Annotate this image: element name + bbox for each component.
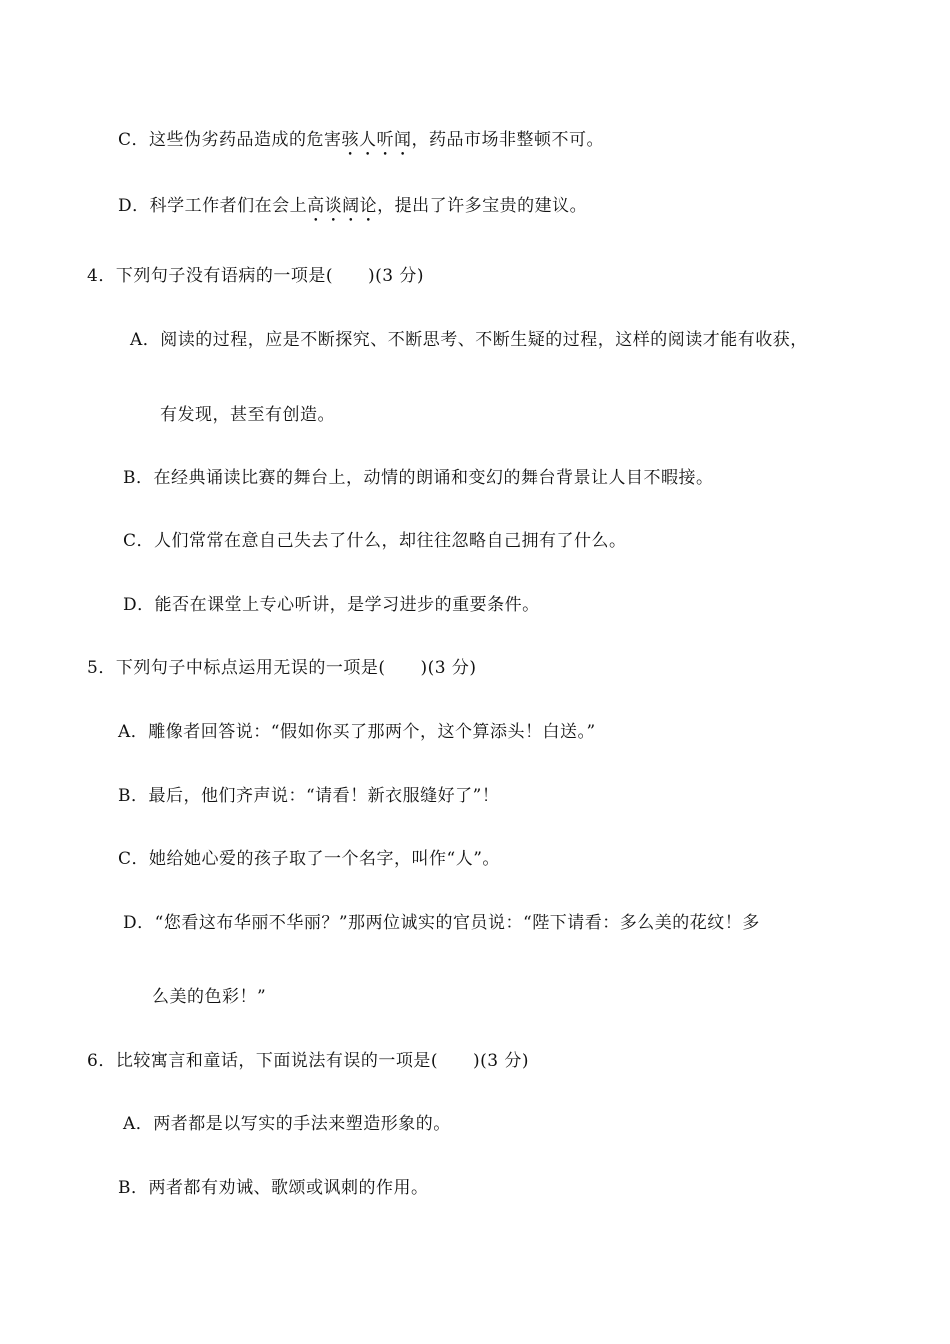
q5-stem: 5．下列句子中标点运用无误的一项是( )(3 分) [87,658,477,678]
q4-option-b: B．在经典诵读比赛的舞台上，动情的朗诵和变幻的舞台背景让人目不暇接。 [123,468,714,488]
q4-option-c: C．人们常常在意自己失去了什么，却往往忽略自己拥有了什么。 [123,531,627,551]
q3-option-c-text-before: 这些伪劣药品造成的危害 [149,130,342,150]
q5-option-d-line1: D．“您看这布华丽不华丽？”那两位诚实的官员说：“陛下请看：多么美的花纹！多 [123,913,760,933]
q3-option-d [118,194,587,226]
q3-option-c-text-after: ，药品市场非整顿不可。 [411,130,605,150]
q5-option-a: A．雕像者回答说：“假如你买了那两个，这个算添头！白送。” [118,722,596,742]
q5-option-b: B．最后，他们齐声说：“请看！新衣服缝好了”！ [118,786,500,806]
q3-option-c [118,128,604,160]
q3-option-c-label: C． [118,130,150,150]
q6-option-a: A．两者都是以写实的手法来塑造形象的。 [123,1114,451,1134]
q3-option-c-emphasized-phrase: 骇人听闻 [341,130,412,150]
q3-option-d-emphasized-phrase: 高谈阔论 [307,196,378,216]
q4-option-a-line2: 有发现，甚至有创造。 [160,405,335,425]
q6-option-b: B．两者都有劝诫、歌颂或讽刺的作用。 [118,1178,429,1198]
q3-option-d-label: D． [118,196,150,216]
q4-option-a-line1: A．阅读的过程，应是不断探究、不断思考、不断生疑的过程，这样的阅读才能有收获， [130,330,808,350]
q5-option-c: C．她给她心爱的孩子取了一个名字，叫作“人”。 [118,849,500,869]
q4-option-d: D．能否在课堂上专心听讲，是学习进步的重要条件。 [123,595,540,615]
q3-option-d-text-after: ，提出了许多宝贵的建议。 [377,196,588,216]
q5-option-d-line2: 么美的色彩！” [152,987,267,1007]
q4-stem: 4．下列句子没有语病的一项是( )(3 分) [87,266,425,286]
q3-option-d-text-before: 科学工作者们在会上 [149,196,308,216]
q6-stem: 6．比较寓言和童话，下面说法有误的一项是( )(3 分) [87,1051,530,1071]
